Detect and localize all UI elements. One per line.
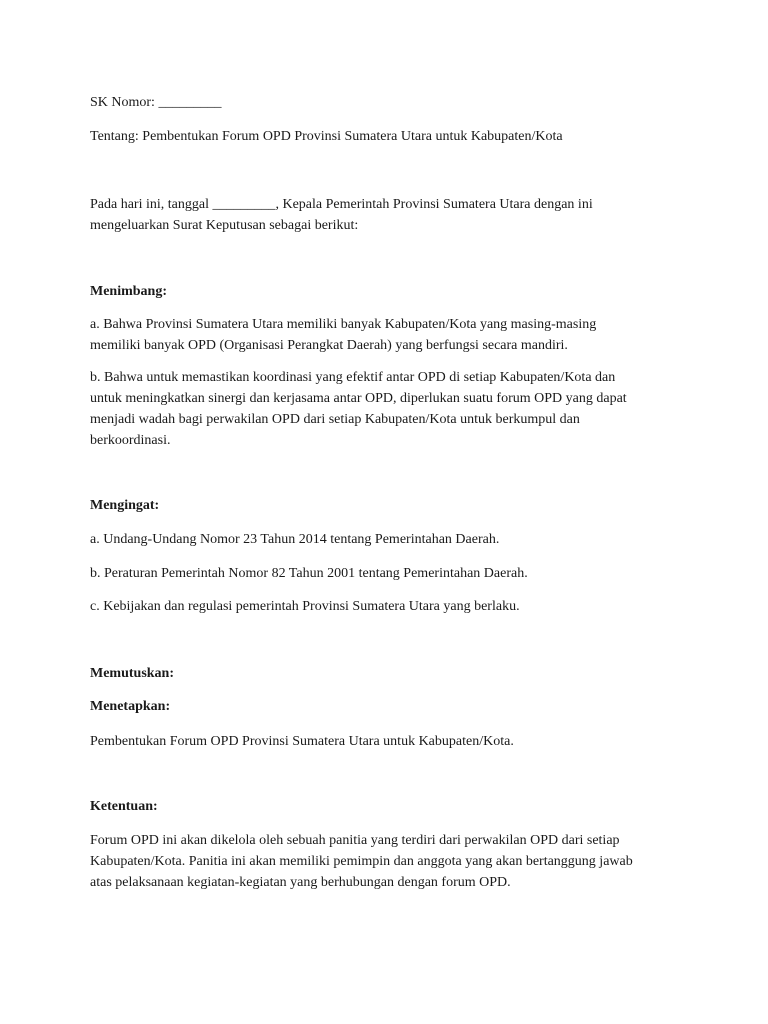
mengingat-heading: Mengingat:: [90, 498, 160, 513]
ketentuan-paragraph: [90, 830, 633, 893]
ketentuan-line: Forum OPD ini akan dikelola oleh sebuah panitia yang terdiri dari perwakilan OPD dari setiap: [90, 833, 620, 848]
memutuskan-heading: Memutuskan:: [90, 666, 175, 681]
intro-paragraph: [90, 194, 593, 236]
menimbang-item-b-line: untuk meningkatkan sinergi dan kerjasama antar OPD, diperlukan suatu forum OPD yang dapat: [90, 391, 627, 406]
menimbang-item-b-line: menjadi wadah bagi perwakilan OPD dari setiap Kabupaten/Kota untuk berkumpul dan: [90, 412, 580, 427]
menimbang-heading: Menimbang:: [90, 284, 167, 299]
sk-number: SK Nomor: _________: [90, 95, 222, 110]
intro-line: Pada hari ini, tanggal _________, Kepala Pemerintah Provinsi Sumatera Utara dengan ini: [90, 197, 593, 212]
document-subject: Tentang: Pembentukan Forum OPD Provinsi Sumatera Utara untuk Kabupaten/Kota: [90, 129, 563, 144]
menimbang-item-a-line: a. Bahwa Provinsi Sumatera Utara memiliki banyak Kabupaten/Kota yang masing-masing: [90, 317, 597, 332]
intro-line: mengeluarkan Surat Keputusan sebagai berikut:: [90, 218, 359, 233]
menimbang-item-b-line: berkoordinasi.: [90, 433, 171, 448]
mengingat-item-c: c. Kebijakan dan regulasi pemerintah Provinsi Sumatera Utara yang berlaku.: [90, 599, 520, 614]
ketentuan-line: atas pelaksanaan kegiatan-kegiatan yang berhubungan dengan forum OPD.: [90, 875, 511, 890]
menetapkan-text: Pembentukan Forum OPD Provinsi Sumatera Utara untuk Kabupaten/Kota.: [90, 734, 514, 749]
ketentuan-line: Kabupaten/Kota. Panitia ini akan memiliki pemimpin dan anggota yang akan bertanggung jawab: [90, 854, 633, 869]
menetapkan-heading: Menetapkan:: [90, 699, 171, 714]
menimbang-item-a-line: memiliki banyak OPD (Organisasi Perangkat Daerah) yang berfungsi secara mandiri.: [90, 338, 568, 353]
ketentuan-heading: Ketentuan:: [90, 799, 158, 814]
menimbang-item-b: [90, 367, 627, 451]
menimbang-item-b-line: b. Bahwa untuk memastikan koordinasi yang efektif antar OPD di setiap Kabupaten/Kota dan: [90, 370, 616, 385]
mengingat-item-b: b. Peraturan Pemerintah Nomor 82 Tahun 2001 tentang Pemerintahan Daerah.: [90, 566, 528, 581]
mengingat-item-a: a. Undang-Undang Nomor 23 Tahun 2014 tentang Pemerintahan Daerah.: [90, 532, 500, 547]
menimbang-item-a: [90, 314, 596, 356]
